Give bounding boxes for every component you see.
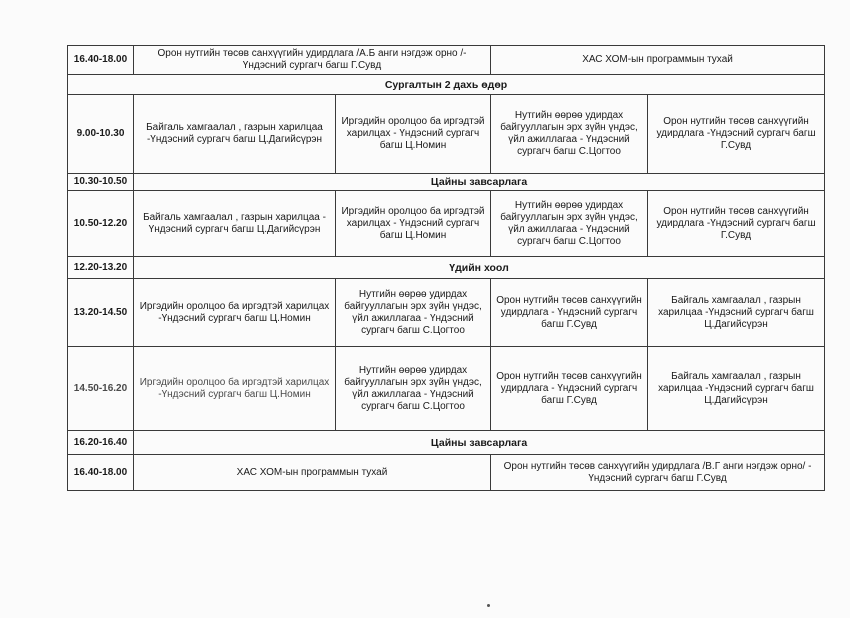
session-cell: Орон нутгийн төсөв санхүүгийн удирдлага -Үндэсний сургагч багш Г.Сувд	[648, 95, 825, 174]
session-cell: Байгаль хамгаалал , газрын харилцаа -Үндэсний сургагч багш Ц.Дагийсүрэн	[648, 279, 825, 347]
session-cell: Иргэдийн оролцоо ба иргэдтэй харилцах - Үндэсний сургагч багш Ц.Номин	[336, 191, 491, 257]
break-row	[68, 174, 825, 191]
time-cell: 16.20-16.40	[68, 431, 134, 455]
schedule-row	[68, 95, 825, 174]
session-cell: Иргэдийн оролцоо ба иргэдтэй харилцах - Үндэсний сургагч багш Ц.Номин	[336, 95, 491, 174]
session-cell: Иргэдийн оролцоо ба иргэдтэй харилцах -Үндэсний сургагч багш Ц.Номин	[134, 279, 336, 347]
break-label: Үдийн хоол	[134, 257, 825, 279]
time-cell: 16.40-18.00	[68, 46, 134, 75]
session-cell: Нутгийн өөрөө удирдах байгууллагын эрх зүйн үндэс, үйл ажиллагаа - Үндэсний сургагч багш С.Цогтоо	[336, 347, 491, 431]
time-cell: 13.20-14.50	[68, 279, 134, 347]
time-cell: 9.00-10.30	[68, 95, 134, 174]
day-header-row	[68, 75, 825, 95]
schedule-table	[67, 45, 825, 491]
session-cell: Нутгийн өөрөө удирдах байгууллагын эрх зүйн үндэс, үйл ажиллагаа - Үндэсний сургагч багш С.Цогтоо	[491, 95, 648, 174]
session-cell: Орон нутгийн төсөв санхүүгийн удирдлага -Үндэсний сургагч багш Г.Сувд	[648, 191, 825, 257]
time-cell: 12.20-13.20	[68, 257, 134, 279]
day-header: Сургалтын 2 дахь өдөр	[68, 75, 825, 95]
session-cell: ХАС ХОМ-ын программын тухай	[134, 455, 491, 491]
session-cell: Байгаль хамгаалал , газрын харилцаа -Үндэсний сургагч багш Ц.Дагийсүрэн	[134, 95, 336, 174]
break-label: Цайны завсарлага	[134, 431, 825, 455]
session-cell: Орон нутгийн төсөв санхүүгийн удирдлага /А.Б анги нэгдэж орно /- Үндэсний сургагч багш Г.Сувд	[134, 46, 491, 75]
session-cell: ХАС ХОМ-ын программын тухай	[491, 46, 825, 75]
schedule-row	[68, 455, 825, 491]
schedule-row	[68, 279, 825, 347]
schedule-row	[68, 347, 825, 431]
break-row	[68, 431, 825, 455]
schedule-row	[68, 46, 825, 75]
session-cell: Нутгийн өөрөө удирдах байгууллагын эрх зүйн үндэс, үйл ажиллагаа - Үндэсний сургагч багш С.Цогтоо	[336, 279, 491, 347]
break-row	[68, 257, 825, 279]
time-cell: 10.50-12.20	[68, 191, 134, 257]
scan-dot	[487, 604, 490, 607]
session-cell: Байгаль хамгаалал , газрын харилцаа -Үндэсний сургагч багш Ц.Дагийсүрэн	[648, 347, 825, 431]
break-label: Цайны завсарлага	[134, 174, 825, 191]
session-cell: Нутгийн өөрөө удирдах байгууллагын эрх зүйн үндэс, үйл ажиллагаа - Үндэсний сургагч багш С.Цогтоо	[491, 191, 648, 257]
session-cell: Байгаль хамгаалал , газрын харилцаа - Үндэсний сургагч багш Ц.Дагийсүрэн	[134, 191, 336, 257]
schedule-row	[68, 191, 825, 257]
session-cell: Орон нутгийн төсөв санхүүгийн удирдлага - Үндэсний сургагч багш Г.Сувд	[491, 347, 648, 431]
time-cell: 14.50-16.20	[68, 347, 134, 431]
session-cell: Орон нутгийн төсөв санхүүгийн удирдлага - Үндэсний сургагч багш Г.Сувд	[491, 279, 648, 347]
session-cell: Иргэдийн оролцоо ба иргэдтэй харилцах -Үндэсний сургагч багш Ц.Номин	[134, 347, 336, 431]
time-cell: 10.30-10.50	[68, 174, 134, 191]
time-cell: 16.40-18.00	[68, 455, 134, 491]
session-cell: Орон нутгийн төсөв санхүүгийн удирдлага /В.Г анги нэгдэж орно/ - Үндэсний сургагч багш Г.Сувд	[491, 455, 825, 491]
